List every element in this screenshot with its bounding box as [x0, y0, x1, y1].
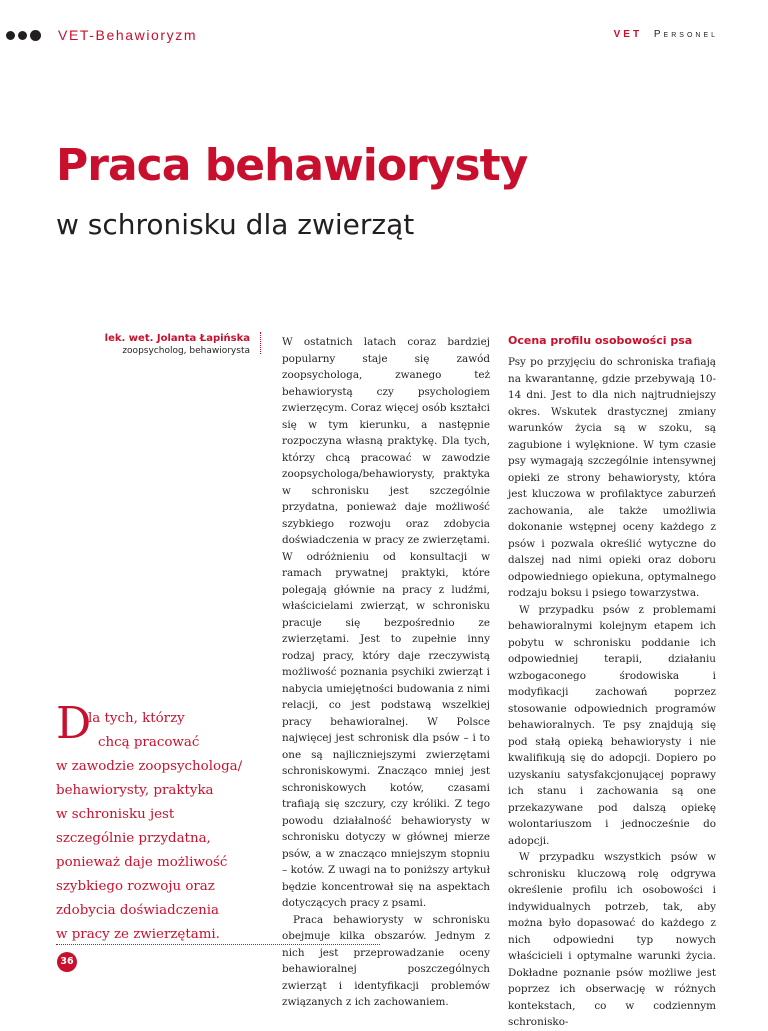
running-head-vet: VET: [613, 29, 643, 40]
paragraph: W przypadku psów z problemami behawioralnymi kolejnym etapem ich pobytu w schronisku poddanie ich odpowiedniej terapii, działaniu wzbogaconego środowiska i modyfikacji zachowań poprzez stosowanie odpowiednich programów behawioralnych. Te psy znajdują się pod stałą opieką behawiorysty i nie kwalifikują się do adopcji. Dopiero po uzyskaniu satysfakcjonującej poprawy ich stanu i zachowania są one przekazywane pod dalszą opiekę wolontariuszom i jednocześnie do adopcji.: [508, 603, 716, 847]
paragraph: W ostatnich latach coraz bardziej popularny staje się zawód zoopsychologa, zwanego też behawiorystą czy psychologiem zwierzęcym. Coraz więcej osób kształci się w tym kierunku, a następnie rozpoczyna własną praktykę. Dla tych, którzy chcą pracować w zawodzie zoopsychologa/behawiorysty, praktyka w schronisku jest szczególnie przydatna, ponieważ daje możliwość szybkiego rozwoju oraz zdobycia doświadczenia w pracy ze zwierzętami. W odróżnieniu od konsultacji w ramach prywatnej praktyki, które polegają głównie na pracy z ludźmi, właścicielami zwierząt, w schronisku pracuje się bezpośrednio ze zwierzętami. Jest to zupełnie inny rodzaj pracy, który daje rzeczywistą możliwość poznania psychiki zwierząt i nabycia umiejętności budowania z nimi relacji, co jest podstawą wszelkiej pracy behawioralnej. W Polsce najwięcej jest schronisk dla psów – i to one są najliczniejszymi zwierzętami schroniskowymi. Znacząco mniej jest schroniskowych kotów, czasami trafiają się szczury, czy króliki. Z tego powodu działalność behawiorysty w schronisku dotyczy w głównej mierze psów, a w znacząco mniejszym stopniu – kotów. Z uwagi na to poniższy artykuł będzie koncentrował się na aspektach dotyczących pracy z psami.: [282, 336, 490, 909]
pull-quote-drop-cap: D: [56, 698, 92, 749]
running-head-section: Personel: [653, 29, 718, 40]
author-block: [30, 333, 250, 356]
paragraph: Psy po przyjęciu do schroniska trafiają na kwarantannę, gdzie przebywają 10-14 dni. Jest to dla nich najtrudniejszy okres. Wskutek drastycznej zmiany warunków życia są w szoku, są zagubione i wylęknione. W tym czasie psy wymagają szczególnie intensywnej opieki ze strony behawiorysty, która jest kluczowa w profilaktyce zaburzeń zachowania, ale także umożliwia dokonanie wstępnej oceny każdego z psów i pozwala określić wytyczne do dalszej nad nimi opieki oraz doboru odpowiedniego opiekuna, optymalnego rodzaju boksu i psiego towarzystwa.: [508, 356, 716, 599]
article-subtitle: w schronisku dla zwierząt: [56, 208, 415, 241]
dot-icon: [18, 31, 27, 40]
section-heading: Ocena profilu osobowości psa: [508, 334, 693, 347]
running-head: [614, 29, 718, 40]
pull-quote-line: w zawodzie zoopsychologa/: [56, 759, 243, 774]
pull-quote-line: chcą pracować: [98, 735, 200, 750]
body-column-2: [282, 334, 490, 1011]
dot-icon: [6, 31, 15, 40]
body-column-3: [508, 334, 716, 1031]
pull-quote-line: ponieważ daje możliwość: [56, 855, 228, 870]
page-number: 36: [57, 952, 77, 972]
article-title: Praca behawiorysty: [56, 140, 528, 191]
pull-quote-line: szczególnie przydatna,: [56, 831, 211, 846]
pull-quote-line: w pracy ze zwierzętami.: [56, 927, 220, 942]
dot-icon: [30, 30, 41, 41]
author-divider: [260, 332, 261, 354]
pull-quote-line: behawiorysty, praktyka: [56, 783, 214, 798]
pull-quote-line: w schronisku jest: [56, 807, 175, 822]
paragraph: W przypadku wszystkich psów w schronisku kluczową rolę odgrywa określenie profilu ich osobowości i indywidualnych potrzeb, tak, aby można było dopasować do każdego z nich odpowiedni typ nowych właścicieli i optymalne warunki życia. Dokładne poznanie psów możliwe jest poprzez ich obserwację w różnych kontekstach, co w codziennym schronisko-: [508, 851, 716, 1028]
paragraph: Praca behawiorysty w schronisku obejmuje kilka obszarów. Jednym z nich jest przeprowadzanie oceny behawioralnej poszczególnych zwierząt i identyfikacji problemów związanych z ich zachowaniem.: [282, 913, 490, 1008]
pull-quote-line: zdobycia doświadczenia: [56, 903, 220, 918]
section-marker-dots: [6, 30, 50, 42]
pull-quote-line: la tych, którzy: [88, 711, 185, 726]
pull-quote-line: szybkiego rozwoju oraz: [56, 879, 215, 894]
author-role: zoopsycholog, behawiorysta: [122, 346, 250, 356]
author-name: lek. wet. Jolanta Łapińska: [104, 333, 250, 344]
section-label: VET-Behawioryzm: [58, 27, 198, 43]
